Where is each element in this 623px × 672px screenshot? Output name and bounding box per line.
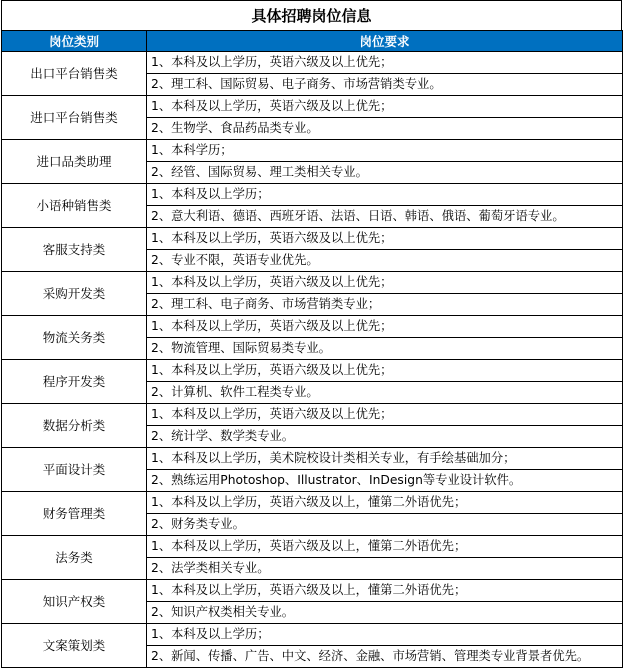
- requirement-line-1: 1、本科及以上学历，英语六级及以上，懂第二外语优先；: [147, 536, 623, 558]
- requirement-line-1: 1、本科及以上学历，英语六级及以上优先；: [147, 96, 623, 118]
- requirement-line-2: 2、法学类相关专业。: [147, 558, 623, 580]
- requirement-line-2: 2、财务类专业。: [147, 514, 623, 536]
- requirement-line-2: 2、生物学、食品药品类专业。: [147, 118, 623, 140]
- requirement-line-2: 2、知识产权类相关专业。: [147, 602, 623, 624]
- requirement-line-1: 1、本科及以上学历，英语六级及以上优先；: [147, 404, 623, 426]
- table-row: [2, 316, 623, 338]
- positions-table: [1, 30, 623, 668]
- requirement-line-1: 1、本科及以上学历；: [147, 184, 623, 206]
- position-category: 知识产权类: [2, 580, 147, 624]
- requirement-line-2: 2、理工科、国际贸易、电子商务、市场营销类专业。: [147, 74, 623, 96]
- table-row: [2, 360, 623, 382]
- requirement-line-1: 1、本科及以上学历，英语六级及以上优先；: [147, 228, 623, 250]
- sheet-title: 具体招聘岗位信息: [1, 0, 622, 30]
- table-row: [2, 184, 623, 206]
- requirement-line-2: 2、意大利语、德语、西班牙语、法语、日语、韩语、俄语、葡萄牙语专业。: [147, 206, 623, 228]
- table-row: [2, 228, 623, 250]
- requirement-line-1: 1、本科及以上学历；: [147, 624, 623, 646]
- header-requirement: 岗位要求: [147, 31, 623, 52]
- requirement-line-2: 2、统计学、数学类专业。: [147, 426, 623, 448]
- requirement-line-2: 2、熟练运用Photoshop、Illustrator、InDesign等专业设计软件。: [147, 470, 623, 492]
- table-row: [2, 448, 623, 470]
- table-row: [2, 580, 623, 602]
- position-category: 进口品类助理: [2, 140, 147, 184]
- position-category: 客服支持类: [2, 228, 147, 272]
- table-row: [2, 492, 623, 514]
- table-row: [2, 404, 623, 426]
- table-row: [2, 624, 623, 646]
- table-row: [2, 272, 623, 294]
- requirement-line-1: 1、本科及以上学历，英语六级及以上优先；: [147, 52, 623, 74]
- position-category: 进口平台销售类: [2, 96, 147, 140]
- table-row: [2, 140, 623, 162]
- requirement-line-1: 1、本科及以上学历，英语六级及以上优先；: [147, 316, 623, 338]
- requirement-line-2: 2、计算机、软件工程类专业。: [147, 382, 623, 404]
- position-category: 文案策划类: [2, 624, 147, 668]
- position-category: 采购开发类: [2, 272, 147, 316]
- requirement-line-1: 1、本科及以上学历，英语六级及以上优先；: [147, 360, 623, 382]
- position-category: 数据分析类: [2, 404, 147, 448]
- header-category: 岗位类别: [2, 31, 147, 52]
- position-category: 出口平台销售类: [2, 52, 147, 96]
- requirement-line-2: 2、专业不限，英语专业优先。: [147, 250, 623, 272]
- table-row: [2, 52, 623, 74]
- requirement-line-2: 2、经管、国际贸易、理工类相关专业。: [147, 162, 623, 184]
- recruitment-sheet: [1, 0, 622, 668]
- position-category: 平面设计类: [2, 448, 147, 492]
- position-category: 物流关务类: [2, 316, 147, 360]
- header-row: [2, 31, 623, 52]
- requirement-line-2: 2、理工科、电子商务、市场营销类专业；: [147, 294, 623, 316]
- table-row: [2, 96, 623, 118]
- requirement-line-2: 2、物流管理、国际贸易类专业。: [147, 338, 623, 360]
- table-body: [2, 52, 623, 668]
- requirement-line-2: 2、新闻、传播、广告、中文、经济、金融、市场营销、管理类专业背景者优先。: [147, 646, 623, 668]
- position-category: 程序开发类: [2, 360, 147, 404]
- requirement-line-1: 1、本科及以上学历，英语六级及以上，懂第二外语优先；: [147, 492, 623, 514]
- requirement-line-1: 1、本科及以上学历，英语六级及以上优先；: [147, 272, 623, 294]
- position-category: 法务类: [2, 536, 147, 580]
- requirement-line-1: 1、本科及以上学历，美术院校设计类相关专业，有手绘基础加分；: [147, 448, 623, 470]
- table-row: [2, 536, 623, 558]
- position-category: 财务管理类: [2, 492, 147, 536]
- requirement-line-1: 1、本科及以上学历，英语六级及以上，懂第二外语优先；: [147, 580, 623, 602]
- position-category: 小语种销售类: [2, 184, 147, 228]
- requirement-line-1: 1、本科学历；: [147, 140, 623, 162]
